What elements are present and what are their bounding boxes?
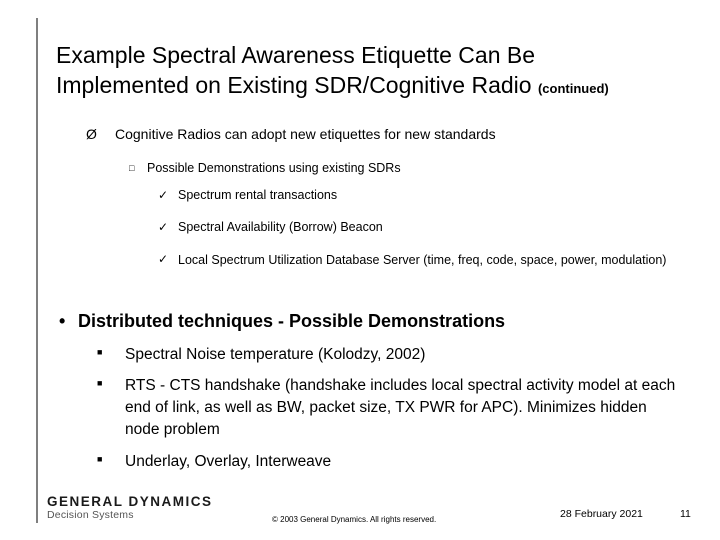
title-line-2	[56, 70, 706, 104]
logo-subtitle: Decision Systems	[47, 509, 134, 521]
checkmark-icon: ✓	[158, 188, 169, 202]
page-number: 11	[680, 508, 691, 520]
section-item-text: Underlay, Overlay, Interweave	[125, 453, 332, 470]
title-suffix: (continued)	[537, 81, 609, 96]
left-divider-line	[36, 18, 38, 523]
slide-title	[56, 40, 706, 104]
footer-date: 28 February 2021	[560, 508, 643, 520]
logo-name: GENERAL DYNAMICS	[47, 494, 213, 509]
section-item-text: Spectral Noise temperature (Kolodzy, 2002)	[125, 346, 426, 363]
title-line-2-text: Implemented on Existing SDR/Cognitive Radio	[56, 72, 532, 98]
bullet-level1-text: Cognitive Radios can adopt new etiquettes for new standards	[115, 126, 496, 142]
arrow-bullet-icon: Ø	[86, 126, 97, 142]
section-item-text: RTS - CTS handshake (handshake includes local spectral activity model at each end of link, as well as BW, packet size, TX PWR for APC). Minimizes hidden node problem	[125, 377, 676, 438]
square-bullet-icon: □	[129, 163, 135, 173]
title-line-1: Example Spectral Awareness Etiquette Can Be	[56, 42, 536, 68]
filled-square-bullet-icon: ■	[97, 347, 103, 357]
bullet-level3-text: Spectrum rental transactions	[178, 188, 338, 202]
checkmark-icon: ✓	[158, 220, 169, 234]
company-logo	[47, 494, 213, 521]
section-heading-text: Distributed techniques - Possible Demonstrations	[78, 311, 506, 331]
checkmark-icon: ✓	[158, 252, 169, 266]
filled-square-bullet-icon: ■	[97, 378, 103, 388]
filled-square-bullet-icon: ■	[97, 454, 103, 464]
bullet-level3-text: Local Spectrum Utilization Database Server (time, freq, code, space, power, modulation)	[178, 253, 667, 267]
bullet-level2-text: Possible Demonstrations using existing SDRs	[147, 161, 401, 175]
copyright-notice: © 2003 General Dynamics. All rights reserved.	[272, 515, 437, 524]
bullet-level3-text: Spectral Availability (Borrow) Beacon	[178, 220, 383, 234]
dot-bullet-icon: •	[59, 311, 66, 331]
